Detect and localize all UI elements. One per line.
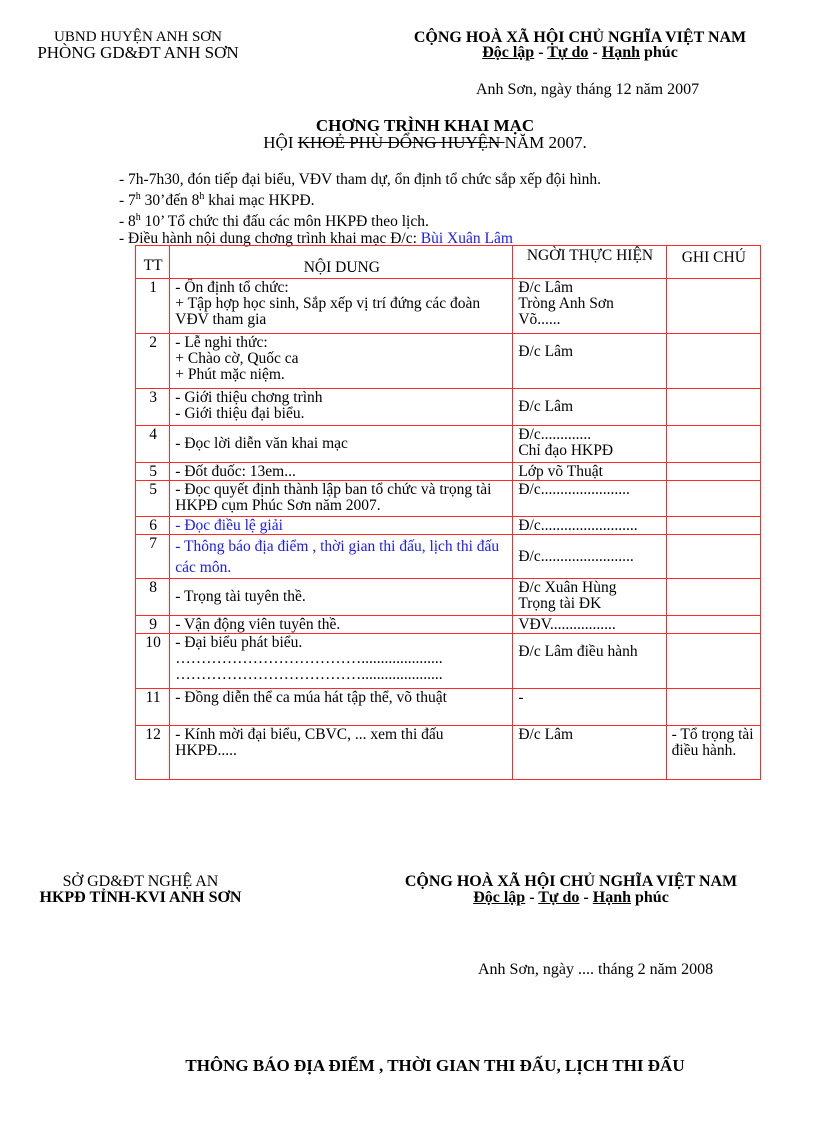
footer-motto-doc-lap: Độc lập	[473, 889, 526, 906]
row-thuchien	[513, 389, 666, 426]
bullet-2-sup2: h	[199, 191, 205, 202]
row-nd-line: + Phút mặc niệm.	[175, 366, 285, 383]
row-ghichu	[666, 279, 760, 334]
motto-hanh: Hạnh	[601, 44, 640, 61]
table-row	[136, 389, 761, 426]
row-ghichu	[666, 481, 760, 517]
row-tt: 7	[136, 535, 170, 579]
row-tt: 5	[136, 481, 170, 517]
row-nd-line: - Ổn định tổ chức:	[175, 279, 289, 296]
table-row	[136, 517, 761, 535]
table-row	[136, 689, 761, 726]
table-row	[136, 579, 761, 616]
table-row	[136, 334, 761, 389]
table-row	[136, 535, 761, 579]
row-th-line: Đ/c Lâm	[518, 398, 574, 415]
title-strike: KHOẺ PHÙ ĐỔNG HUYỆN	[297, 133, 505, 152]
table-row	[136, 426, 761, 463]
footer-motto-phuc: phúc	[631, 889, 669, 906]
row-tt: 10	[136, 634, 170, 689]
row-nd-line: ……………………………….....................	[175, 667, 443, 683]
row-noidung	[170, 334, 513, 389]
header-left-line2: PHÒNG GD&ĐT ANH SƠN	[37, 43, 239, 62]
row-thuchien: -	[513, 689, 666, 726]
motto-sep-1: -	[534, 44, 548, 61]
row-ghichu	[666, 426, 760, 463]
row-nd-line: - Giới thiệu chơng trình	[175, 389, 323, 406]
footer-date-line: Anh Sơn, ngày .... tháng 2 năm 2008	[478, 961, 714, 978]
table-row	[136, 481, 761, 517]
bullet-2-pre: - 7	[119, 192, 136, 210]
row-tt: 5	[136, 463, 170, 481]
motto-phuc: phúc	[640, 44, 678, 61]
date-line: Anh Sơn, ngày tháng 12 năm 2007	[476, 81, 700, 98]
table-row	[136, 616, 761, 634]
header-tt: TT	[136, 246, 170, 279]
bullet-2-mid: 30’đến 8	[140, 192, 200, 210]
footer-right-line1: CỘNG HOÀ XÃ HỘI CHỦ NGHĨA VIỆT NAM	[404, 873, 738, 890]
row-th-line: Đ/c.............	[518, 426, 592, 443]
row-nd-line: + Tập hợp học sinh, Sắp xếp vị trí đứng các đoàn VĐV tham gia	[175, 295, 481, 328]
row-th-line: Trọng tài ĐK	[518, 595, 602, 612]
row-thuchien	[513, 426, 666, 463]
row-noidung	[170, 634, 513, 689]
bullet-2-post: khai mạc HKPĐ.	[204, 192, 315, 210]
bullet-2	[119, 188, 601, 209]
row-ghichu	[666, 463, 760, 481]
row-th-line: Đ/c Xuân Hùng	[518, 579, 617, 596]
row-thuchien: Đ/c........................	[513, 535, 666, 579]
row-nd-line: - Đại biểu phát biểu.	[175, 634, 303, 651]
row-nd-line: + Chào cờ, Quốc ca	[175, 350, 299, 367]
title-year: NĂM 2007.	[504, 133, 587, 152]
title-hoi: HỘI	[263, 133, 298, 152]
row-noidung	[170, 579, 513, 616]
row-noidung: - Kính mời đại biểu, CBVC, ... xem thi đấu HKPĐ.....	[170, 726, 513, 780]
motto-sep-2: -	[588, 44, 602, 61]
table-row	[136, 279, 761, 334]
row-th-line: Đ/c Lâm điều hành	[518, 643, 638, 660]
header-noidung: NỘI DUNG	[170, 246, 513, 279]
bullet-3-pre: - 8	[119, 213, 136, 231]
bullet-4-name: Bùi Xuân Lâm	[420, 230, 513, 248]
footer-motto-tu-do: Tự do	[538, 889, 580, 906]
row-nd-line: - Đọc lời diễn văn khai mạc	[175, 435, 348, 452]
footer-motto-sep-2: -	[579, 889, 593, 906]
row-thuchien	[513, 634, 666, 689]
row-noidung	[170, 279, 513, 334]
table-row	[136, 634, 761, 689]
row-ghichu: - Tổ trọng tài điều hành.	[666, 726, 760, 780]
row-tt: 11	[136, 689, 170, 726]
row-noidung	[170, 389, 513, 426]
header-ghichu: GHI CHÚ	[666, 246, 760, 279]
bullet-3-sup: h	[135, 212, 141, 224]
row-tt: 12	[136, 726, 170, 780]
footer-motto-sep-1: -	[525, 889, 539, 906]
row-noidung: - Thông báo địa điểm , thời gian thi đấu, lịch thi đấu các môn.	[170, 535, 513, 579]
row-th-line: Đ/c Lâm	[518, 343, 574, 360]
footer-left-line1: SỞ GD&ĐT NGHỆ AN	[62, 873, 219, 890]
bullet-3	[119, 209, 601, 230]
row-tt: 4	[136, 426, 170, 463]
row-tt: 9	[136, 616, 170, 634]
footer-org-left	[18, 874, 263, 906]
footer-motto	[376, 890, 766, 906]
table-row	[136, 726, 761, 780]
motto-doc-lap: Độc lập	[482, 44, 535, 61]
header-org-right	[395, 30, 765, 60]
motto-tu-do: Tự do	[547, 44, 589, 61]
row-ghichu	[666, 389, 760, 426]
bullet-3-post: 10’ Tổ chức thi đấu các môn HKPĐ theo lịch.	[140, 213, 429, 231]
row-nd-line: - Lễ nghi thức:	[175, 334, 268, 351]
footer-org-right	[376, 874, 766, 906]
notice-title: THÔNG BÁO ĐỊA ĐIỂM , THỜI GIAN THI ĐẤU, LỊCH THI ĐẤU	[185, 1056, 685, 1075]
row-tt: 3	[136, 389, 170, 426]
row-thuchien: Lớp võ Thuật	[513, 463, 666, 481]
header-org-left	[18, 30, 258, 60]
schedule-bullets	[119, 171, 601, 247]
row-noidung: - Đọc điều lệ giải	[170, 517, 513, 535]
bullet-2-sup1: h	[135, 191, 141, 202]
row-th-line: Võ......	[518, 311, 561, 328]
header-left-line1: UBND HUYỆN ANH SƠN	[54, 29, 222, 45]
row-tt: 2	[136, 334, 170, 389]
row-noidung: - Vận động viên tuyên thề.	[170, 616, 513, 634]
header-right-line1: CỘNG HOÀ XÃ HỘI CHỦ NGHĨA VIỆT NAM	[413, 29, 747, 46]
program-title-line1: CHƠNG TRÌNH KHAI MẠC	[315, 116, 535, 135]
row-tt: 1	[136, 279, 170, 334]
row-noidung: - Đốt đuốc: 13em...	[170, 463, 513, 481]
row-thuchien	[513, 279, 666, 334]
row-noidung	[170, 426, 513, 463]
row-nd-line: - Giới thiệu đại biểu.	[175, 405, 305, 422]
row-ghichu	[666, 634, 760, 689]
program-table	[135, 245, 761, 780]
row-ghichu	[666, 334, 760, 389]
row-nd-line: ……………………………….....................	[175, 651, 443, 667]
row-thuchien: Đ/c.........................	[513, 517, 666, 535]
table-row	[136, 463, 761, 481]
row-th-line: Đ/c Lâm	[518, 279, 574, 296]
row-thuchien: Đ/c.......................	[513, 481, 666, 517]
footer-left-line2: HKPĐ TỈNH-KVI ANH SƠN	[39, 889, 242, 906]
row-th-line: Tròng Anh Sơn	[518, 295, 614, 312]
program-title-line2	[230, 134, 620, 151]
row-nd-line: - Trọng tài tuyên thề.	[175, 588, 306, 605]
row-noidung: - Đọc quyết định thành lập ban tổ chức và trọng tài HKPĐ cụm Phúc Sơn năm 2007.	[170, 481, 513, 517]
row-thuchien	[513, 334, 666, 389]
row-noidung: - Đồng diễn thể ca múa hát tập thể, võ thuật	[170, 689, 513, 726]
bullet-1: - 7h-7h30, đón tiếp đại biểu, VĐV tham dự, ổn định tổ chức sắp xếp đội hình.	[119, 171, 602, 188]
row-thuchien: VĐV.................	[513, 616, 666, 634]
footer-motto-hanh: Hạnh	[592, 889, 631, 906]
row-ghichu	[666, 535, 760, 579]
bullet-4-pre: - Điều hành nội dung chơng trình khai mạc Đ/c:	[119, 230, 421, 248]
program-title	[230, 117, 620, 151]
row-thuchien: Đ/c Lâm	[513, 726, 666, 780]
row-thuchien	[513, 579, 666, 616]
row-tt: 6	[136, 517, 170, 535]
row-ghichu	[666, 689, 760, 726]
table-header-row	[136, 246, 761, 279]
row-th-line: Chỉ đạo HKPĐ	[518, 442, 614, 459]
row-ghichu	[666, 616, 760, 634]
row-ghichu	[666, 579, 760, 616]
row-tt: 8	[136, 579, 170, 616]
header-motto	[395, 45, 765, 60]
header-thuchien: NGỜI THỰC HIỆN	[513, 246, 666, 279]
row-ghichu	[666, 517, 760, 535]
